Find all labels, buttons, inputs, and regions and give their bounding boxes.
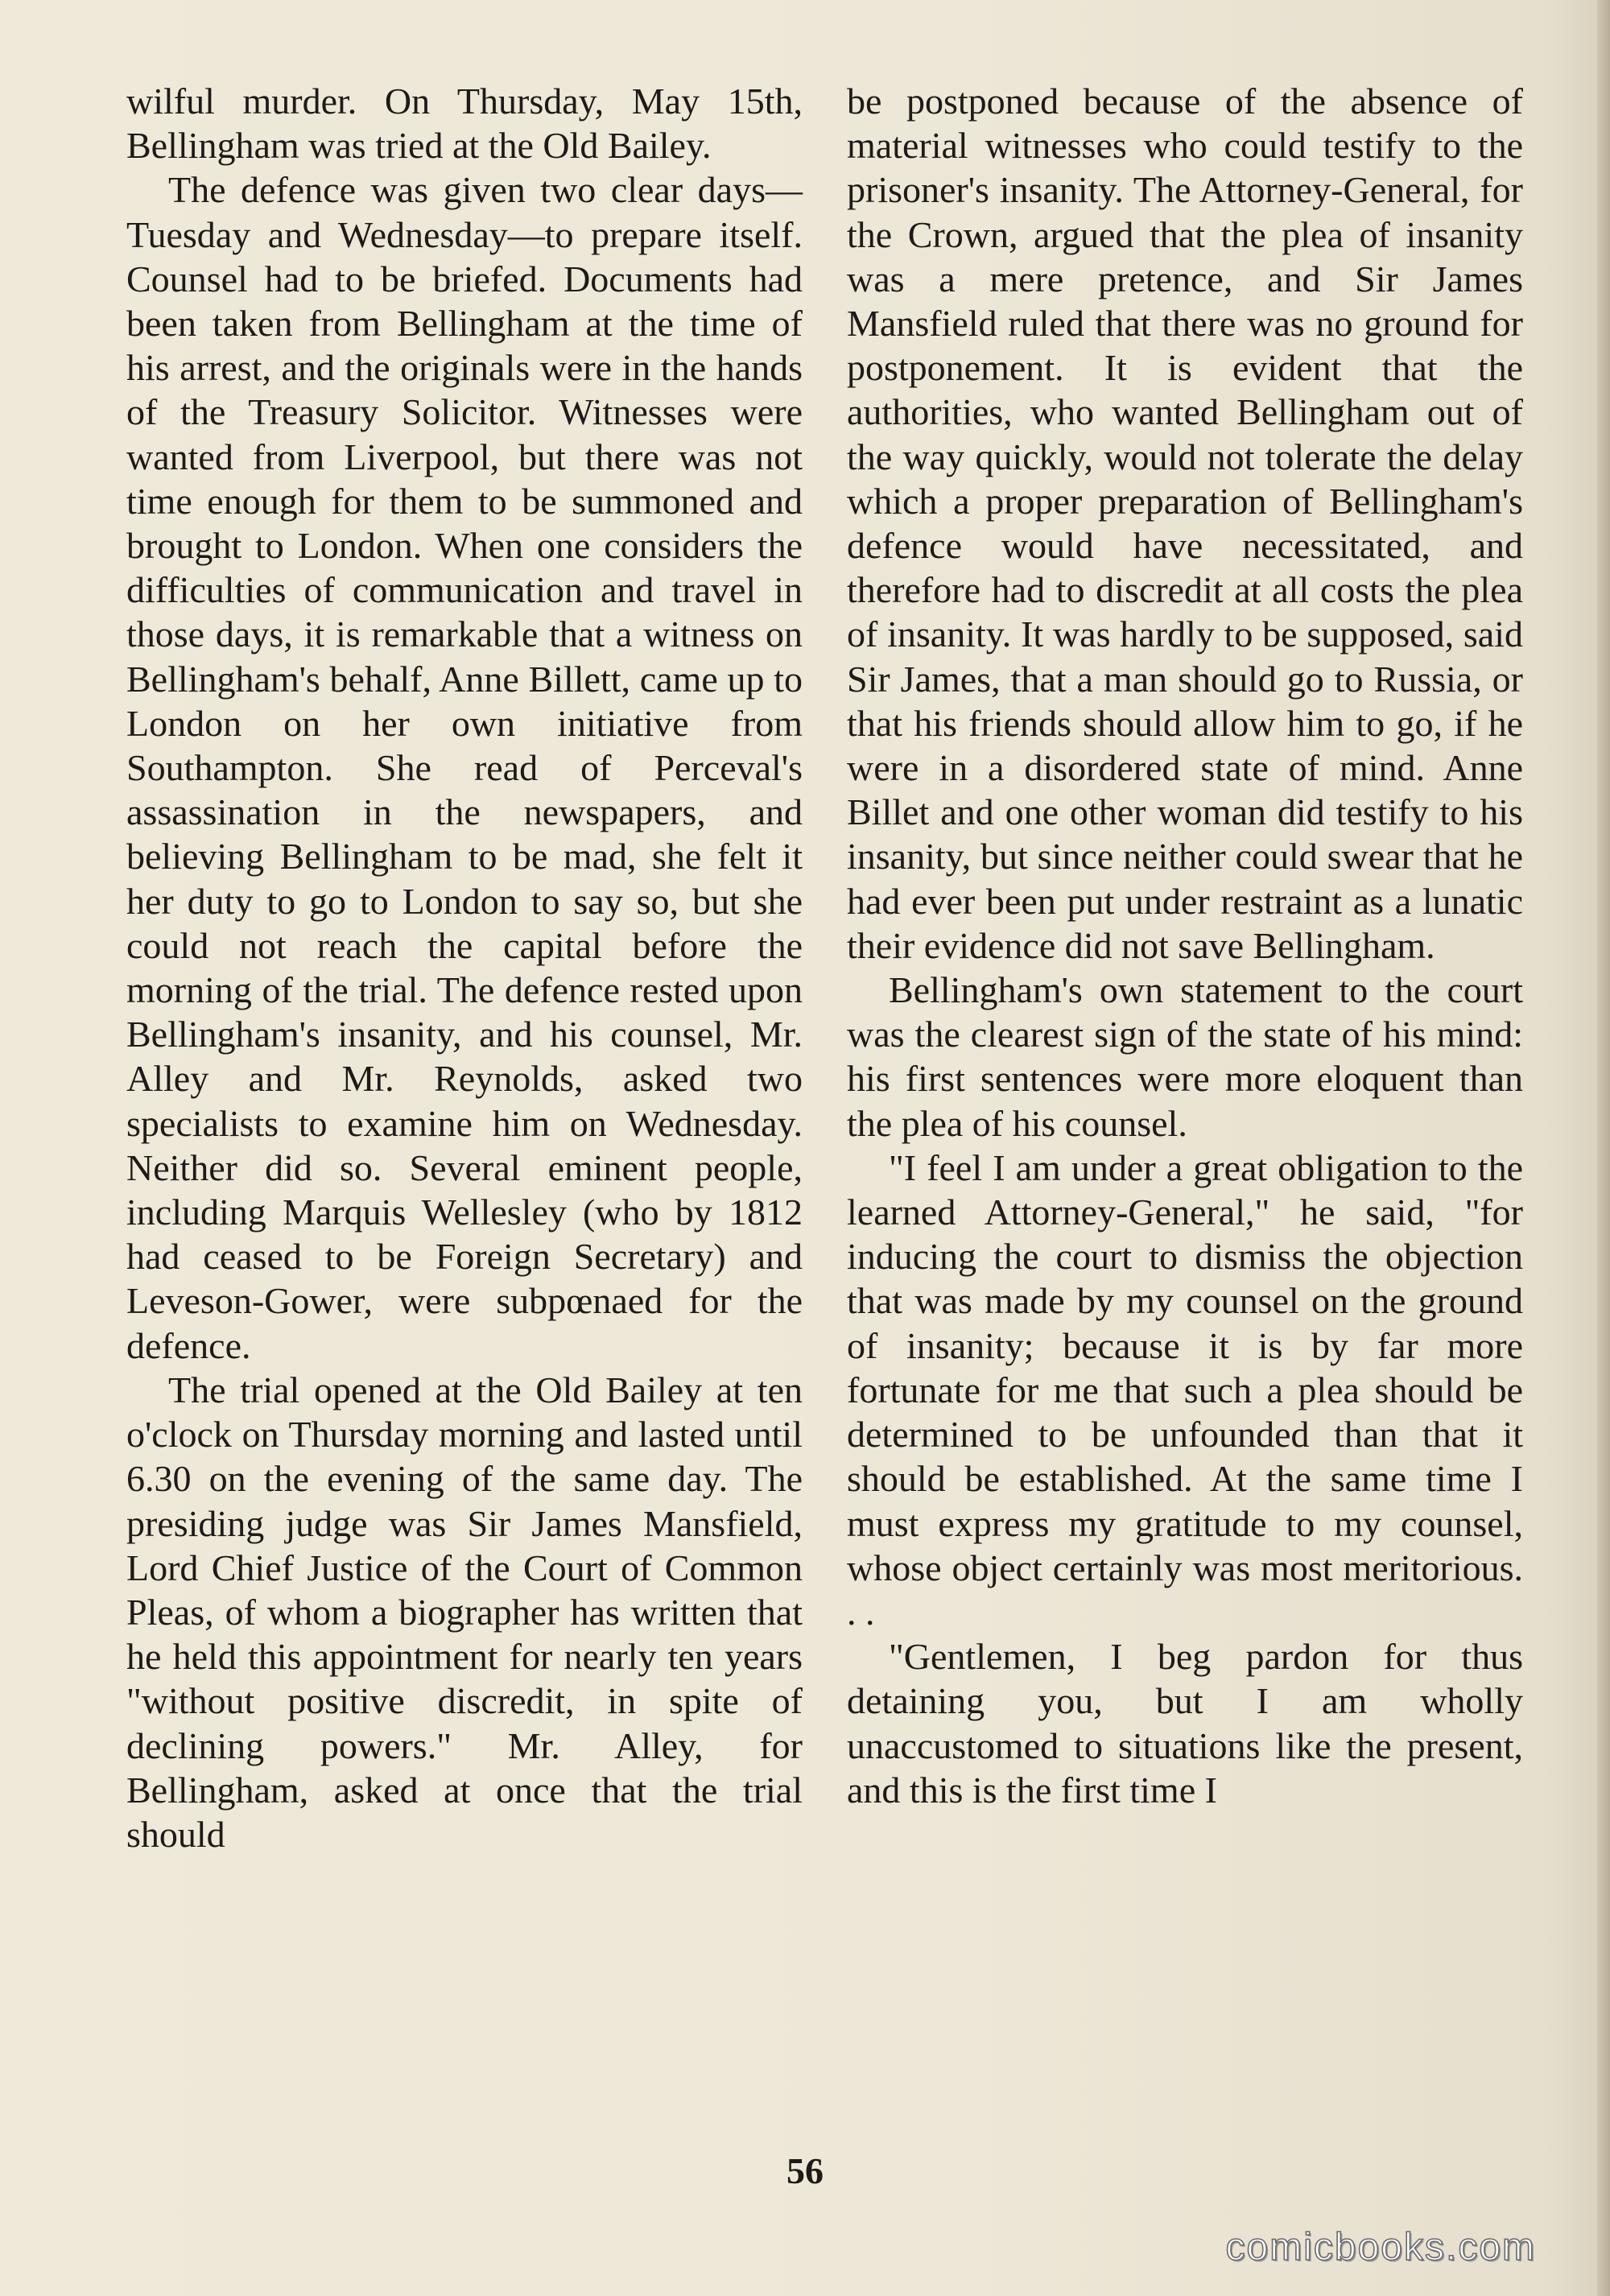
- paragraph: be postponed because of the absence of material witnesses who could testify to the prisoner's insanity. The Attorney-General, for the Crown, argued that the plea of insanity was a mere pretence, and Sir James Mansfield ruled that there was no ground for postponement. It is evident that the authorities, who wanted Bellingham out of the way quickly, would not tolerate the delay which a proper preparation of Bellingham's defence would have necessitated, and therefore had to discredit at all costs the plea of insanity. It was hardly to be supposed, said Sir James, that a man should go to Russia, or that his friends should allow him to go, if he were in a disordered state of mind. Anne Billet and one other woman did testify to his insanity, but since neither could swear that he had ever been put under restraint as a lunatic their evidence did not save Bellingham.: [847, 81, 1523, 966]
- page-number: 56: [786, 2150, 824, 2191]
- watermark: comicbooks.com: [1225, 2226, 1536, 2269]
- paragraph: The trial opened at the Old Bailey at ten o'clock on Thursday morning and lasted until 6.30 on the evening of the same day. The presiding judge was Sir James Mansfield, Lord Chief Justice of the Court of Common Pleas, of whom a biographer has written that he held this appointment for nearly ten years "without positive discredit, in spite of declining powers." Mr. Alley, for Bellingham, asked at once that the trial should: [126, 1369, 803, 1855]
- paragraph: "I feel I am under a great obligation to the learned Attorney-General," he said, "for inducing the court to dismiss the objection that was made by my counsel on the ground of insanity; because it is by far more fortunate for me that such a plea should be determined to be unfounded than that it should be established. At the same time I must express my gratitude to my counsel, whose object certainly was most meritorious. . .: [847, 1146, 1523, 1633]
- page-edge-shadow: [1597, 0, 1610, 2296]
- right-text-column: [847, 79, 1523, 1812]
- paragraph: wilful murder. On Thursday, May 15th, Bellingham was tried at the Old Bailey.: [126, 81, 803, 167]
- paragraph: "Gentlemen, I beg pardon for thus detaining you, but I am wholly unaccustomed to situations like the present, and this is the first time I: [847, 1636, 1523, 1811]
- paragraph: Bellingham's own statement to the court was the clearest sign of the state of his mind: his first sentences were more eloquent than the plea of his counsel.: [847, 969, 1523, 1144]
- left-text-column: [126, 79, 803, 1856]
- paragraph: The defence was given two clear days—Tuesday and Wednesday—to prepare itself. Counsel had to be briefed. Documents had been taken from Bellingham at the time of his arrest, and the originals were in the hands of the Treasury Solicitor. Witnesses were wanted from Liverpool, but there was not time enough for them to be summoned and brought to London. When one considers the difficulties of communication and travel in those days, it is remarkable that a witness on Bellingham's behalf, Anne Billett, came up to London on her own initiative from Southampton. She read of Perceval's assassination in the newspapers, and believing Bellingham to be mad, she felt it her duty to go to London to say so, but she could not reach the capital before the morning of the trial. The defence rested upon Bellingham's insanity, and his counsel, Mr. Alley and Mr. Reynolds, asked two specialists to examine him on Wednesday. Neither did so. Several eminent people, including Marquis Wellesley (who by 1812 had ceased to be Foreign Secretary) and Leveson-Gower, were subpœnaed for the defence.: [126, 169, 803, 1366]
